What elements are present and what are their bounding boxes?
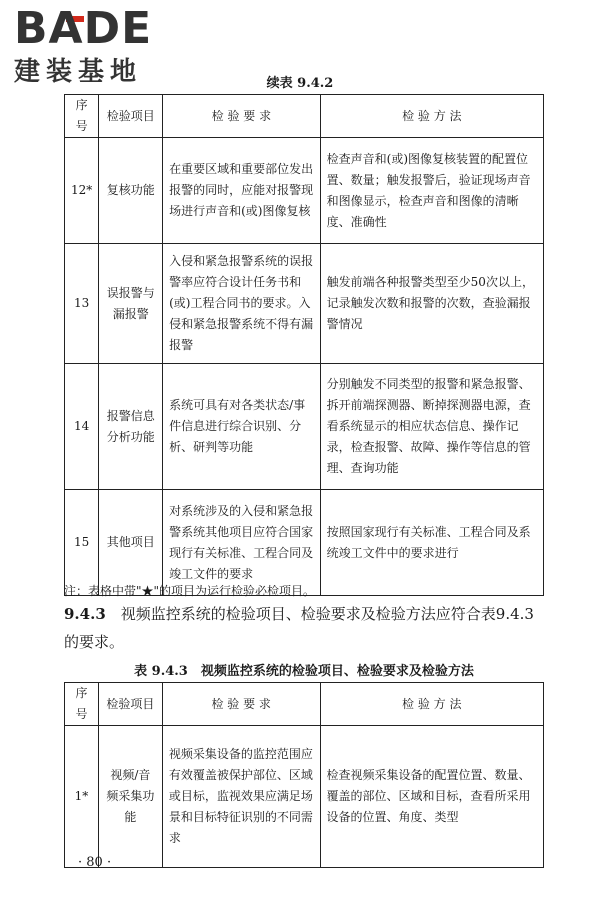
- row-method: 检查视频采集设备的配置位置、数量、覆盖的部位、区域和目标，查看所采用设备的位置、角度、类型: [320, 726, 544, 868]
- table2-caption: 表 9.4.3 视频监控系统的检验项目、检验要求及检验方法: [134, 664, 474, 679]
- row-item: 复核功能: [99, 138, 163, 244]
- section-text: 视频监控系统的检验项目、检验要求及检验方法应符合表9.4.3的要求。: [64, 605, 534, 651]
- header-method: 检 验 方 法: [320, 95, 543, 138]
- table1-caption: 续表 9.4.2: [266, 76, 334, 91]
- table-row: [65, 244, 544, 364]
- row-no: 14: [65, 364, 99, 490]
- header-no: 序号: [65, 683, 99, 726]
- row-requirement: 对系统涉及的入侵和紧急报警系统其他项目应符合国家现行有关标准、工程合同及竣工文件的要求: [163, 490, 321, 596]
- video-surveillance-table: [64, 682, 544, 868]
- table-row: [65, 490, 544, 596]
- logo: [14, 3, 174, 88]
- row-item: 误报警与漏报警: [99, 244, 163, 364]
- inspection-table-continued: [64, 94, 544, 596]
- header-item: 检验项目: [98, 683, 162, 726]
- table-row: [65, 138, 544, 244]
- table-row: [65, 726, 544, 868]
- header-item: 检验项目: [99, 95, 163, 138]
- row-requirement: 系统可具有对各类状态/事件信息进行综合识别、分析、研判等功能: [163, 364, 321, 490]
- row-item: 报警信息分析功能: [99, 364, 163, 490]
- table-row: [65, 364, 544, 490]
- section-paragraph: [64, 600, 544, 656]
- row-item: 其他项目: [99, 490, 163, 596]
- table-header-row: [65, 683, 544, 726]
- row-no: 12*: [65, 138, 99, 244]
- section-number: 9.4.3: [64, 605, 106, 623]
- table-header-row: [65, 95, 544, 138]
- row-method: 分别触发不同类型的报警和紧急报警、拆开前端探测器、断掉探测器电源，查看系统显示的相应状态信息、操作记录，检查报警、故障、操作等信息的管理、查询功能: [320, 364, 543, 490]
- row-no: 1*: [65, 726, 99, 868]
- row-requirement: 在重要区域和重要部位发出报警的同时，应能对报警现场进行声音和(或)图像复核: [163, 138, 321, 244]
- logo-wordmark: BADE: [14, 3, 153, 54]
- header-requirement: 检 验 要 求: [163, 95, 321, 138]
- row-method: 按照国家现行有关标准、工程合同及系统竣工文件中的要求进行: [320, 490, 543, 596]
- header-no: 序号: [65, 95, 99, 138]
- table-note: 注：表格中带"★"的项目为运行检验必检项目。: [64, 584, 316, 598]
- row-method: 检查声音和(或)图像复核装置的配置位置、数量；触发报警后，验证现场声音和图像显示，检查声音和图像的清晰度、准确性: [320, 138, 543, 244]
- row-requirement: 视频采集设备的监控范围应有效覆盖被保护部位、区域或目标，监视效果应满足场景和目标特征识别的不同需求: [162, 726, 320, 868]
- header-requirement: 检 验 要 求: [162, 683, 320, 726]
- row-method: 触发前端各种报警类型至少50次以上，记录触发次数和报警的次数，查验漏报警情况: [320, 244, 543, 364]
- row-item: 视频/音频采集功能: [98, 726, 162, 868]
- logo-subtitle: 建装基地: [14, 57, 143, 87]
- row-no: 15: [65, 490, 99, 596]
- row-requirement: 入侵和紧急报警系统的误报警率应符合设计任务书和(或)工程合同书的要求。入侵和紧急报警系统不得有漏报警: [163, 244, 321, 364]
- row-no: 13: [65, 244, 99, 364]
- page-number: · 80 ·: [78, 855, 112, 870]
- header-method: 检 验 方 法: [320, 683, 544, 726]
